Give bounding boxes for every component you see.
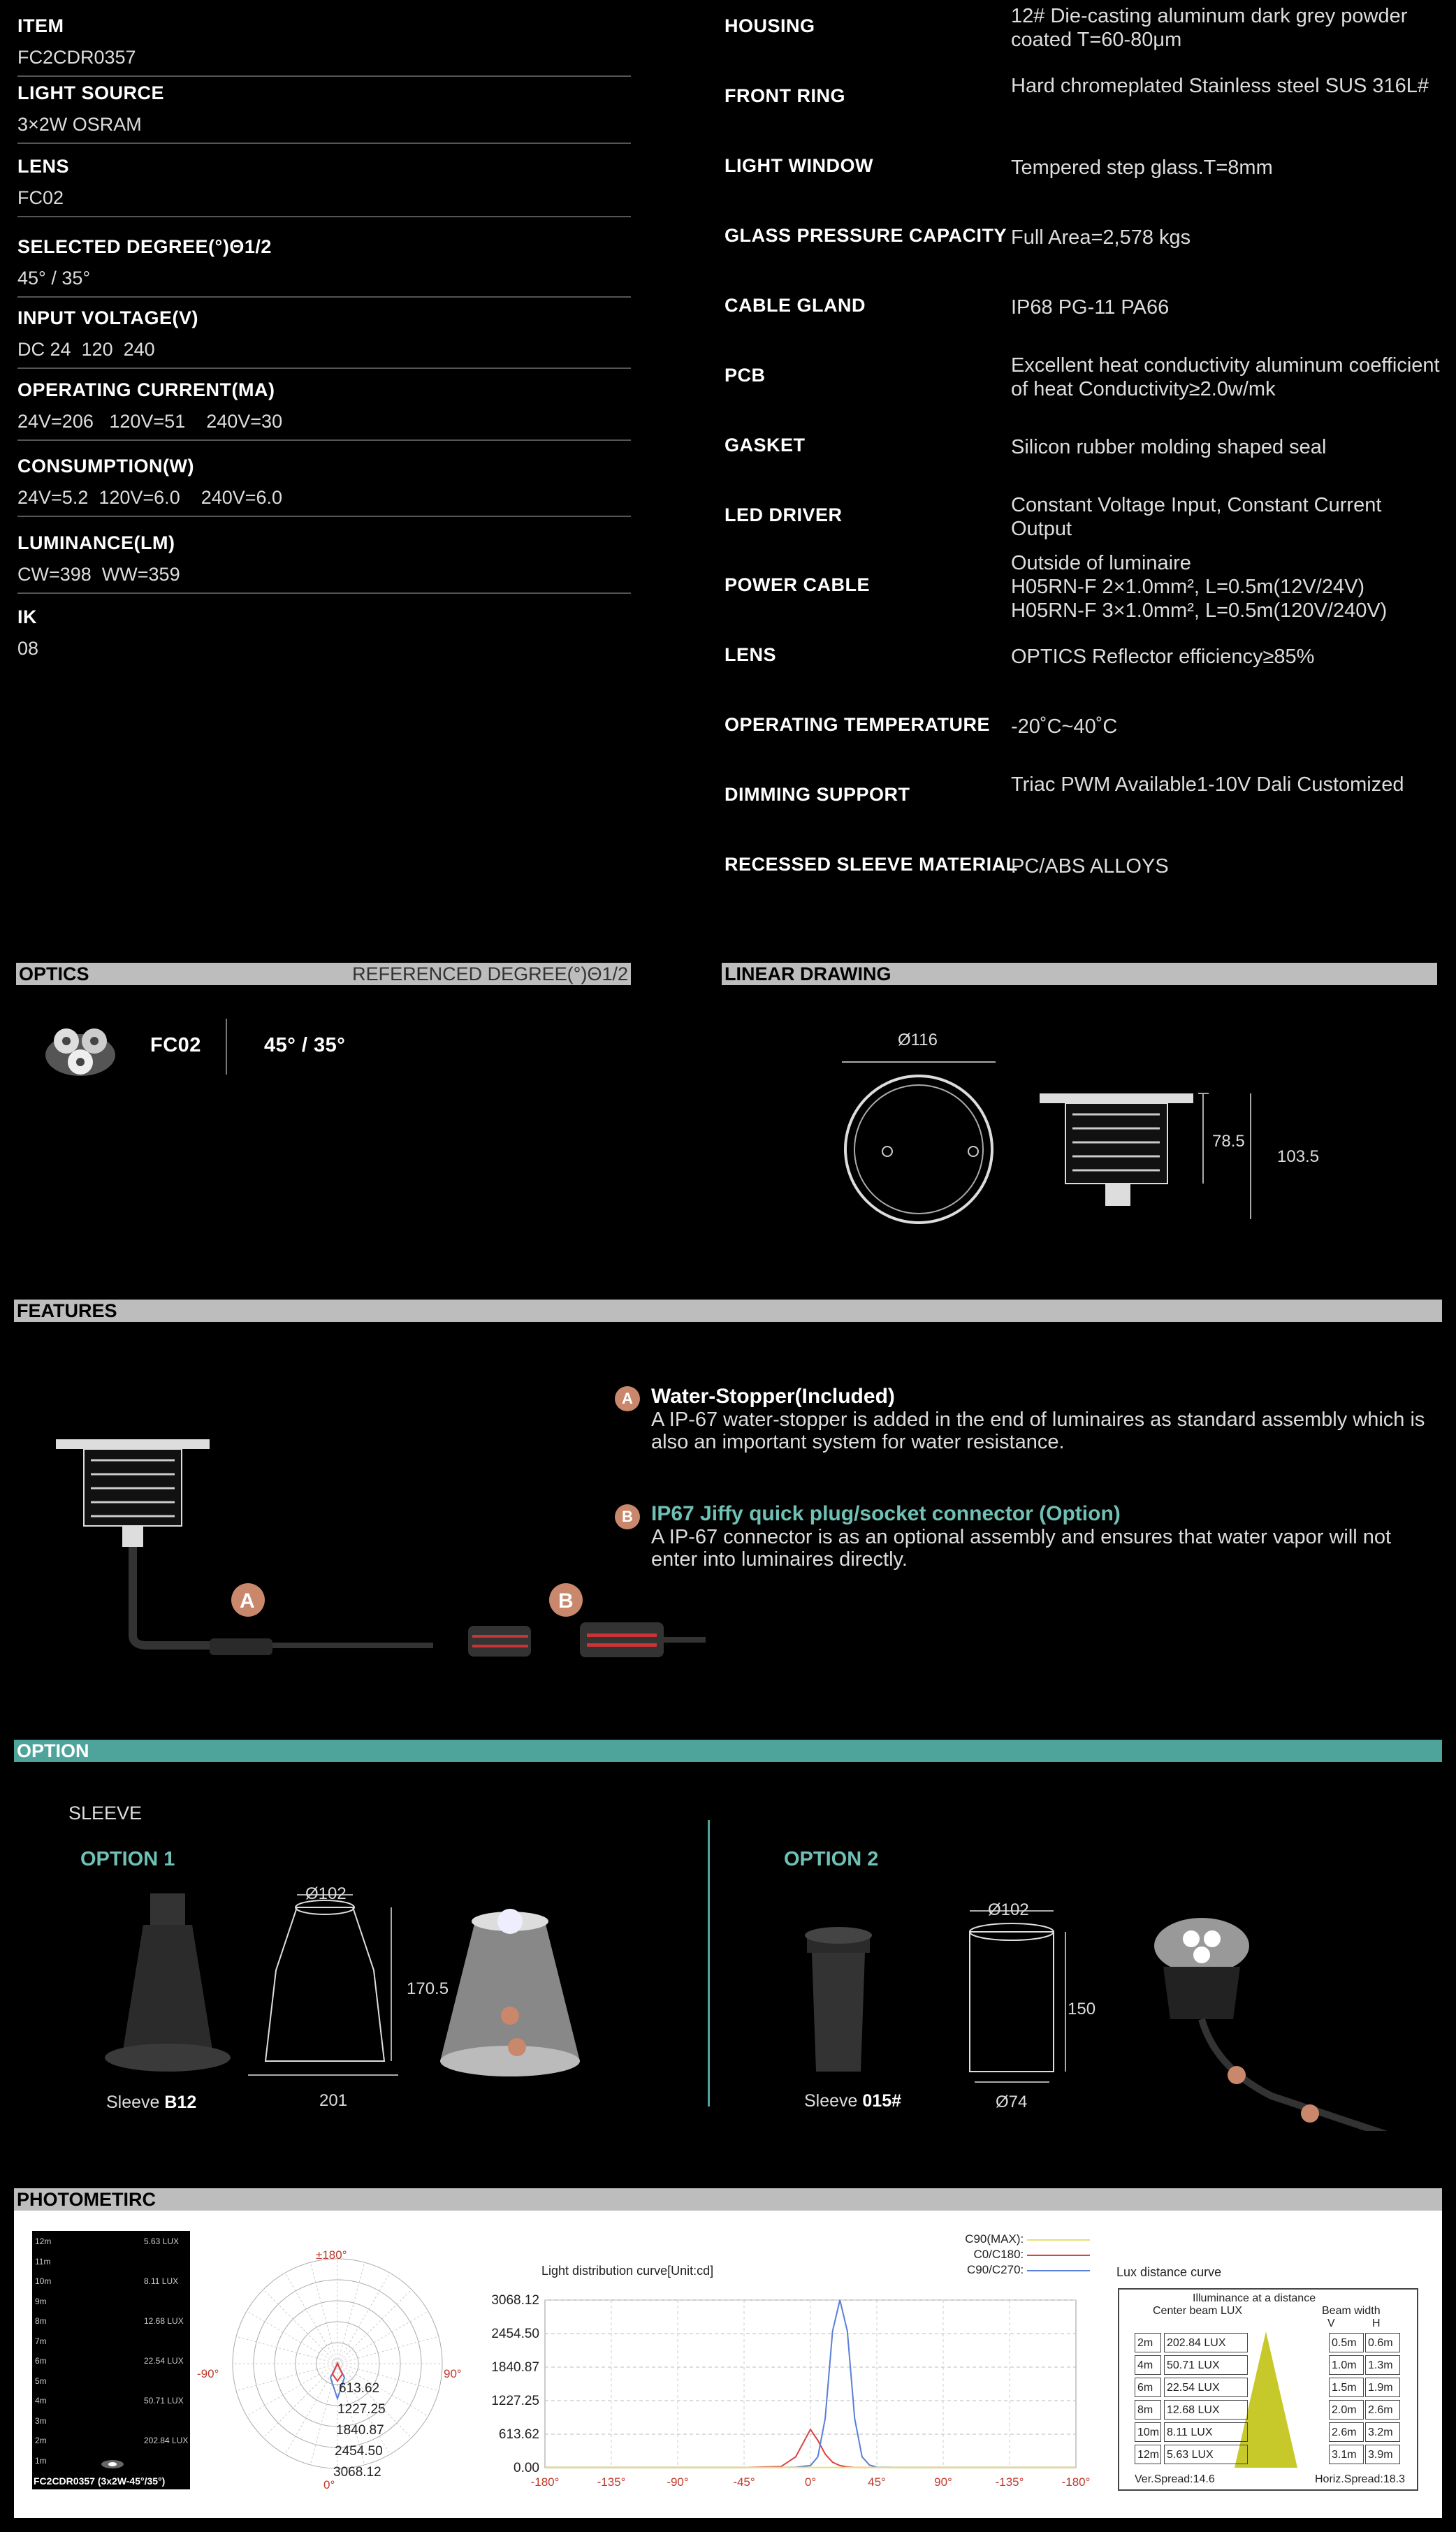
lux-head-h: H xyxy=(1372,2318,1381,2329)
light-distribution-chart xyxy=(482,2279,1097,2503)
lux-foot-v: Ver.Spread:14.6 xyxy=(1135,2473,1215,2485)
option-1-caption-text: Sleeve xyxy=(106,2093,165,2112)
spec-left-value: 24V=206 120V=51 240V=30 xyxy=(17,411,283,432)
iso-row-distance: 5m xyxy=(35,2375,47,2386)
spec-right-label: LIGHT WINDOW xyxy=(725,155,873,176)
spec-right-value: -20˚C~40˚C xyxy=(1011,715,1118,738)
feature-a-title: Water-Stopper(Included) xyxy=(651,1385,895,1408)
spec-left-row xyxy=(17,532,631,594)
polar-ring-label: 2454.50 xyxy=(335,2444,383,2459)
spec-left-label: OPERATING CURRENT(MA) xyxy=(17,379,275,400)
iso-row-lux: 8.11 LUX xyxy=(144,2276,179,2286)
spec-left-label: SELECTED DEGREE(°)Θ1/2 xyxy=(17,236,272,257)
x-tick-label: 0° xyxy=(804,2475,817,2489)
spec-left-label: INPUT VOLTAGE(V) xyxy=(17,307,198,328)
spec-right-value: 12# Die-casting aluminum dark grey powder coated T=60-80μm xyxy=(1011,5,1408,51)
feature-a-badge: A xyxy=(615,1386,640,1411)
x-tick-label: -180° xyxy=(530,2475,560,2489)
x-tick-label: -135° xyxy=(597,2475,626,2489)
linear-bar xyxy=(722,963,1437,985)
lux-cell-v: 3.1m xyxy=(1329,2445,1364,2464)
lux-row xyxy=(1135,2355,1403,2375)
y-tick-label: 1227.25 xyxy=(491,2394,539,2408)
polar-ring-label: 613.62 xyxy=(339,2381,380,2396)
iso-lux-caption: FC2CDR0357 (3x2W-45°/35°) xyxy=(34,2475,166,2487)
iso-row-distance: 4m xyxy=(35,2396,47,2406)
x-tick-label: -135° xyxy=(995,2475,1024,2489)
spec-left-label: LIGHT SOURCE xyxy=(17,82,165,103)
spec-right-value: Constant Voltage Input, Constant Current Output xyxy=(1011,494,1382,540)
optics-title: OPTICS xyxy=(19,963,89,984)
features-bar xyxy=(14,1300,1442,1322)
y-tick-label: 1840.87 xyxy=(491,2360,539,2375)
y-tick-label: 2454.50 xyxy=(491,2327,539,2341)
polar-spoke xyxy=(236,2364,337,2391)
lux-cell-h: 2.6m xyxy=(1365,2400,1400,2420)
led-lens-image xyxy=(38,1013,122,1079)
spec-right-value: Outside of luminaire H05RN-F 2×1.0mm², L=0.5m(12V/24V) H05RN-F 3×1.0mm², L=0.5m(120V/240V) xyxy=(1011,552,1388,622)
lux-cell-h: 0.6m xyxy=(1365,2333,1400,2352)
lux-cell-lux: 50.71 LUX xyxy=(1164,2355,1248,2375)
polar-top-label: ±180° xyxy=(316,2248,347,2262)
y-tick-label: 3068.12 xyxy=(491,2293,539,2308)
polar-spoke xyxy=(263,2364,337,2438)
spec-right-label: FRONT RING xyxy=(725,85,845,106)
iso-row-distance: 12m xyxy=(35,2236,52,2246)
spec-left-row xyxy=(17,606,631,667)
polar-spoke xyxy=(285,2364,337,2454)
lux-cell-lux: 8.11 LUX xyxy=(1164,2422,1248,2442)
lux-cell-h: 1.9m xyxy=(1365,2378,1400,2397)
spec-right-label: OPERATING TEMPERATURE xyxy=(725,714,991,735)
option-2-caption-text: Sleeve xyxy=(804,2091,863,2111)
polar-ring-label: 1227.25 xyxy=(337,2402,386,2417)
x-tick-label: -45° xyxy=(733,2475,755,2489)
lux-cell-h: 3.2m xyxy=(1365,2422,1400,2442)
chart-title: Light distribution curve[Unit:cd] xyxy=(541,2264,714,2278)
lux-sub: Illuminance at a distance xyxy=(1193,2292,1316,2304)
option-divider xyxy=(708,1820,710,2107)
lux-row xyxy=(1135,2333,1403,2352)
spec-right-value: Silicon rubber molding shaped seal xyxy=(1011,436,1327,458)
polar-spoke xyxy=(310,2262,337,2364)
option-1-width: 201 xyxy=(319,2091,348,2110)
polar-left-label: -90° xyxy=(197,2367,219,2380)
spec-right-label: GASKET xyxy=(725,435,806,456)
lux-head-beam: Beam width xyxy=(1322,2305,1381,2317)
iso-row-distance: 8m xyxy=(35,2316,47,2326)
spec-right-label: GLASS PRESSURE CAPACITY xyxy=(725,225,1007,246)
legend-c90max: C90(MAX): xyxy=(936,2232,1090,2247)
polar-ring-label: 3068.12 xyxy=(333,2465,381,2480)
iso-row-distance: 7m xyxy=(35,2336,47,2346)
iso-row-distance: 9m xyxy=(35,2296,47,2306)
spec-right-label: HOUSING xyxy=(725,15,815,36)
polar-spoke xyxy=(310,2364,337,2465)
legend-c90c270: C90/C270: xyxy=(936,2262,1090,2278)
spec-right-label: RECESSED SLEEVE MATERIAL xyxy=(725,854,1018,875)
spec-right-value: PC/ABS ALLOYS xyxy=(1011,855,1169,878)
linear-height-1: 78.5 xyxy=(1212,1132,1245,1151)
iso-row-lux: 5.63 LUX xyxy=(144,2236,180,2246)
spec-right-label: DIMMING SUPPORT xyxy=(725,784,910,805)
option-2-title: OPTION 2 xyxy=(784,1848,879,1870)
polar-spoke xyxy=(236,2336,337,2364)
spec-left-row xyxy=(17,379,631,441)
spec-left-value: FC02 xyxy=(17,187,64,208)
optics-lens: FC02 xyxy=(150,1034,201,1056)
legend-c0c180: C0/C180: xyxy=(936,2247,1090,2262)
spec-right-value: Hard chromeplated Stainless steel SUS 316L# xyxy=(1011,75,1429,97)
option-1-title: OPTION 1 xyxy=(80,1848,175,1870)
x-tick-label: 90° xyxy=(934,2475,952,2489)
photometric-bar xyxy=(14,2188,1442,2211)
y-tick-label: 613.62 xyxy=(498,2427,539,2442)
lux-cell-h: 3.9m xyxy=(1365,2445,1400,2464)
spec-right-value: IP68 PG-11 PA66 xyxy=(1011,296,1170,319)
iso-row-lux: 50.71 LUX xyxy=(144,2396,184,2406)
lux-row xyxy=(1135,2422,1403,2442)
polar-spoke xyxy=(337,2273,390,2364)
iso-row-distance: 1m xyxy=(35,2455,47,2466)
iso-row-distance: 10m xyxy=(35,2276,52,2286)
spec-left-row xyxy=(17,236,631,298)
spec-left-row xyxy=(17,82,631,144)
spec-right-value: OPTICS Reflector efficiency≥85% xyxy=(1011,646,1315,668)
spec-right-value: Full Area=2,578 kgs xyxy=(1011,226,1191,249)
spec-right-value: Tempered step glass.T=8mm xyxy=(1011,157,1273,179)
spec-left-label: ITEM xyxy=(17,15,64,36)
linear-height-2: 103.5 xyxy=(1277,1147,1320,1166)
option-1-height: 170.5 xyxy=(407,1979,449,1998)
spec-left-row xyxy=(17,156,631,217)
spec-left-label: IK xyxy=(17,606,37,627)
iso-row-distance: 3m xyxy=(35,2415,47,2426)
optics-divider xyxy=(226,1019,227,1075)
iso-row-distance: 2m xyxy=(35,2436,47,2445)
lux-head-v: V xyxy=(1327,2318,1335,2329)
spec-left-value: 24V=5.2 120V=6.0 240V=6.0 xyxy=(17,487,283,508)
option-2-height: 150 xyxy=(1068,2000,1096,2018)
optics-ref: REFERENCED DEGREE(°)Θ1/2 xyxy=(352,963,628,984)
lux-cell-v: 2.0m xyxy=(1329,2400,1364,2420)
option-1-code: B12 xyxy=(164,2093,197,2112)
lux-cell-lux: 22.54 LUX xyxy=(1164,2378,1248,2397)
spec-left-label: LUMINANCE(LM) xyxy=(17,532,175,553)
lux-cell-lux: 202.84 LUX xyxy=(1164,2333,1248,2352)
polar-spoke xyxy=(337,2311,428,2364)
polar-spoke xyxy=(285,2273,337,2364)
spec-right-label: LENS xyxy=(725,644,777,665)
spec-left-label: LENS xyxy=(17,156,70,177)
linear-diameter: Ø116 xyxy=(898,1031,938,1049)
lux-cell-d: 10m xyxy=(1135,2422,1161,2442)
lux-cell-d: 2m xyxy=(1135,2333,1161,2352)
spec-left-row xyxy=(17,307,631,369)
x-tick-label: -90° xyxy=(667,2475,689,2489)
spec-right-value: Excellent heat conductivity aluminum coefficient of heat Conductivity≥2.0w/mk xyxy=(1011,354,1440,400)
lux-cell-lux: 5.63 LUX xyxy=(1164,2445,1248,2464)
polar-ring-label: 1840.87 xyxy=(336,2423,384,2438)
spec-right-label: CABLE GLAND xyxy=(725,295,866,316)
polar-spoke xyxy=(247,2311,337,2364)
polar-spoke xyxy=(337,2262,365,2364)
spec-right-value: Triac PWM Available1-10V Dali Customized xyxy=(1011,773,1404,796)
spec-left-row xyxy=(17,456,631,517)
spec-left-label: CONSUMPTION(W) xyxy=(17,456,194,476)
x-tick-label: -180° xyxy=(1061,2475,1091,2489)
spec-left-value: 08 xyxy=(17,638,39,659)
linear-title: LINEAR DRAWING xyxy=(725,963,891,984)
photometric-title: PHOTOMETIRC xyxy=(17,2189,156,2210)
spec-left-row xyxy=(17,15,631,77)
chart-legend xyxy=(936,2232,1090,2278)
lux-row xyxy=(1135,2378,1403,2397)
polar-spoke xyxy=(247,2364,337,2416)
optics-bar xyxy=(16,963,631,985)
illustration-mark-b: B xyxy=(558,1589,574,1613)
lux-cell-d: 6m xyxy=(1135,2378,1161,2397)
option-1-images xyxy=(98,1886,629,2089)
spec-left-value: CW=398 WW=359 xyxy=(17,564,180,585)
linear-drawing xyxy=(831,1020,1341,1258)
illustration-mark-a: A xyxy=(240,1589,255,1613)
iso-row-distance: 11m xyxy=(35,2256,51,2267)
lux-cell-v: 1.0m xyxy=(1329,2355,1364,2375)
features-illustration xyxy=(49,1432,713,1684)
feature-a-text: A IP-67 water-stopper is added in the end of luminaires as standard assembly which is also an important system for water resistance. xyxy=(651,1409,1425,1453)
feature-b-badge: B xyxy=(615,1504,640,1529)
lux-head-center: Center beam LUX xyxy=(1153,2305,1243,2317)
features-title: FEATURES xyxy=(17,1300,117,1321)
iso-row-lux: 202.84 LUX xyxy=(144,2436,189,2445)
sleeve-label: SLEEVE xyxy=(68,1803,143,1824)
spec-right-label: PCB xyxy=(725,365,766,386)
lux-cell-h: 1.3m xyxy=(1365,2355,1400,2375)
lux-cell-d: 8m xyxy=(1135,2400,1161,2420)
spec-left-value: 45° / 35° xyxy=(17,268,91,289)
spec-left-value: 3×2W OSRAM xyxy=(17,114,142,135)
option-title: OPTION xyxy=(17,1740,89,1761)
lux-row xyxy=(1135,2445,1403,2464)
lux-cell-v: 0.5m xyxy=(1329,2333,1364,2352)
feature-b-text: A IP-67 connector is as an optional assembly and ensures that water vapor will not enter into luminaires directly. xyxy=(651,1526,1392,1571)
option-2-caption xyxy=(804,2091,901,2111)
x-tick-label: 45° xyxy=(868,2475,886,2489)
iso-row-lux: 22.54 LUX xyxy=(144,2356,184,2366)
lux-row xyxy=(1135,2400,1403,2420)
lux-foot-h: Horiz.Spread:18.3 xyxy=(1315,2473,1405,2485)
spec-right-label: LED DRIVER xyxy=(725,504,843,525)
iso-lux-beam xyxy=(88,2440,137,2468)
feature-b-title: IP67 Jiffy quick plug/socket connector (Option) xyxy=(651,1502,1121,1525)
lux-title: Lux distance curve xyxy=(1116,2265,1222,2279)
lux-cell-lux: 12.68 LUX xyxy=(1164,2400,1248,2420)
spec-right-label: POWER CABLE xyxy=(725,574,870,595)
lux-table-box xyxy=(1118,2288,1418,2491)
lux-cell-d: 12m xyxy=(1135,2445,1161,2464)
polar-bottom-label: 0° xyxy=(323,2478,335,2491)
spec-left-value: DC 24 120 240 xyxy=(17,339,155,360)
y-tick-label: 0.00 xyxy=(514,2461,539,2475)
polar-spoke xyxy=(263,2290,337,2364)
polar-right-label: 90° xyxy=(444,2367,462,2380)
lux-cell-d: 4m xyxy=(1135,2355,1161,2375)
spec-left-value: FC2CDR0357 xyxy=(17,47,136,68)
optics-degree: 45° / 35° xyxy=(264,1034,346,1056)
polar-spoke xyxy=(337,2336,439,2364)
iso-lux-image xyxy=(32,2231,190,2489)
iso-row-lux: 12.68 LUX xyxy=(144,2316,184,2326)
lux-cell-v: 1.5m xyxy=(1329,2378,1364,2397)
option-2-width: Ø74 xyxy=(996,2093,1028,2111)
polar-spoke xyxy=(337,2290,412,2364)
iso-row-distance: 6m xyxy=(35,2356,47,2366)
option-2-code: 015# xyxy=(862,2091,902,2111)
option-1-diameter: Ø102 xyxy=(305,1884,347,1903)
option-1-caption xyxy=(106,2093,196,2113)
option-2-diameter: Ø102 xyxy=(988,1900,1029,1919)
option-bar xyxy=(14,1740,1442,1762)
lux-cell-v: 2.6m xyxy=(1329,2422,1364,2442)
